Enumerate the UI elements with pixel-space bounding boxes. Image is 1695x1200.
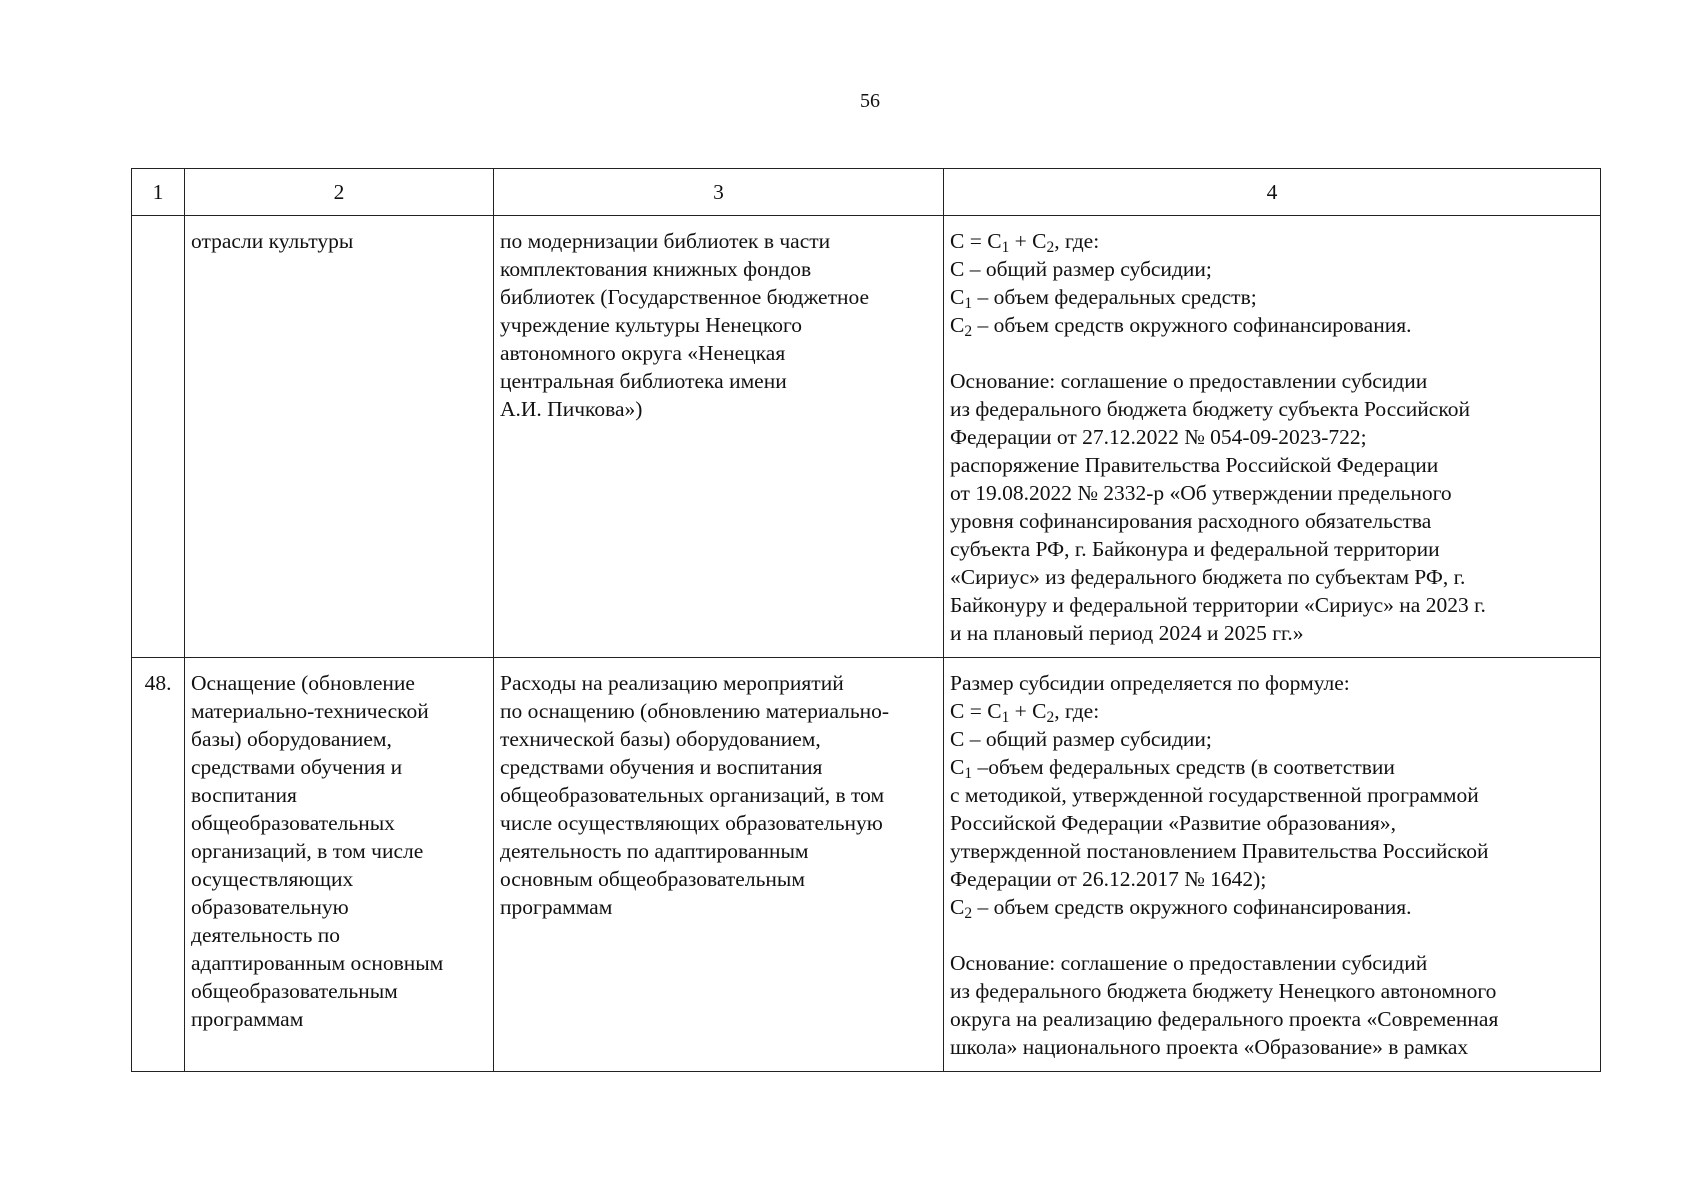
text-line: Российской Федерации «Развитие образования», bbox=[950, 811, 1396, 835]
page-number: 56 bbox=[860, 90, 880, 112]
header-cell-3: 3 bbox=[494, 169, 944, 216]
text-line: округа на реализацию федерального проекта «Современная bbox=[950, 1007, 1499, 1031]
text-line: уровня софинансирования расходного обязательства bbox=[950, 509, 1432, 533]
text-line: и на плановый период 2024 и 2025 гг.» bbox=[950, 621, 1304, 645]
text-line: из федерального бюджета бюджету Ненецкого автономного bbox=[950, 979, 1497, 1003]
row-number-cell: 48. bbox=[132, 658, 185, 1072]
formula-basis-cell bbox=[944, 658, 1601, 1072]
table-row bbox=[132, 658, 1601, 1072]
document-table bbox=[131, 168, 1601, 1072]
header-cell-4: 4 bbox=[944, 169, 1601, 216]
formula-basis-cell bbox=[944, 216, 1601, 658]
text-line: «Сириус» из федерального бюджета по субъектам РФ, г. bbox=[950, 565, 1466, 589]
text-line: $C = C_1 + C_2$, где: bbox=[950, 229, 1100, 256]
text-line: С – общий размер субсидии; bbox=[950, 257, 1212, 281]
row-number-cell bbox=[132, 216, 185, 658]
text-line: $C_2$ – объем средств окружного софинансирования. bbox=[950, 313, 1412, 340]
text-line: С – общий размер субсидии; bbox=[950, 727, 1212, 751]
text-line: утвержденной постановлением Правительства Российской bbox=[950, 839, 1489, 863]
header-cell-1: 1 bbox=[132, 169, 185, 216]
purpose-cell: по модернизации библиотек в части комплектования книжных фондов библиотек (Государственное бюджетное учреждение культуры Ненецкого автономного округа «Ненецкая центральная библиотека имени А.И. Пичкова») bbox=[494, 216, 944, 658]
purpose-cell: Расходы на реализацию мероприятий по оснащению (обновлению материально- технической базы) оборудованием, средствами обучения и воспитания общеобразовательных организаций, в том числе осуществляющих образовательную деятельность по адаптированным основным общеобразовательным программам bbox=[494, 658, 944, 1072]
text-line: Основание: соглашение о предоставлении субсидии bbox=[950, 369, 1428, 393]
text-line: из федерального бюджета бюджету субъекта Российской bbox=[950, 397, 1470, 421]
text-line: Байконуру и федеральной территории «Сириус» на 2023 г. bbox=[950, 593, 1486, 617]
text-line: Федерации от 27.12.2022 № 054-09-2023-722; bbox=[950, 425, 1367, 449]
header-cell-2: 2 bbox=[185, 169, 494, 216]
blank-line bbox=[950, 339, 1594, 367]
text-line: от 19.08.2022 № 2332-р «Об утверждении предельного bbox=[950, 481, 1452, 505]
text-line: распоряжение Правительства Российской Федерации bbox=[950, 453, 1439, 477]
subsidy-name-cell: отрасли культуры bbox=[185, 216, 494, 658]
text-line: $C = C_1 + C_2$, где: bbox=[950, 699, 1100, 726]
text-line: с методикой, утвержденной государственной программой bbox=[950, 783, 1479, 807]
text-line: субъекта РФ, г. Байконура и федеральной территории bbox=[950, 537, 1440, 561]
subsidy-name-cell: Оснащение (обновление материально-технической базы) оборудованием, средствами обучения и воспитания общеобразовательных организаций, в том числе осуществляющих образовательную деятельность по адаптированным основным общеобразовательным программам bbox=[185, 658, 494, 1072]
table-row bbox=[132, 216, 1601, 658]
text-line: Размер субсидии определяется по формуле: bbox=[950, 671, 1350, 695]
text-line: $C_2$ – объем средств окружного софинансирования. bbox=[950, 895, 1412, 922]
blank-line bbox=[950, 921, 1594, 949]
text-line: $C_1$ – объем федеральных средств; bbox=[950, 285, 1257, 312]
table-header-row bbox=[132, 169, 1601, 216]
text-line: школа» национального проекта «Образование» в рамках bbox=[950, 1035, 1469, 1059]
text-line: Основание: соглашение о предоставлении субсидий bbox=[950, 951, 1428, 975]
text-line: $C_1$ –объем федеральных средств (в соответствии bbox=[950, 755, 1395, 782]
text-line: Федерации от 26.12.2017 № 1642); bbox=[950, 867, 1267, 891]
